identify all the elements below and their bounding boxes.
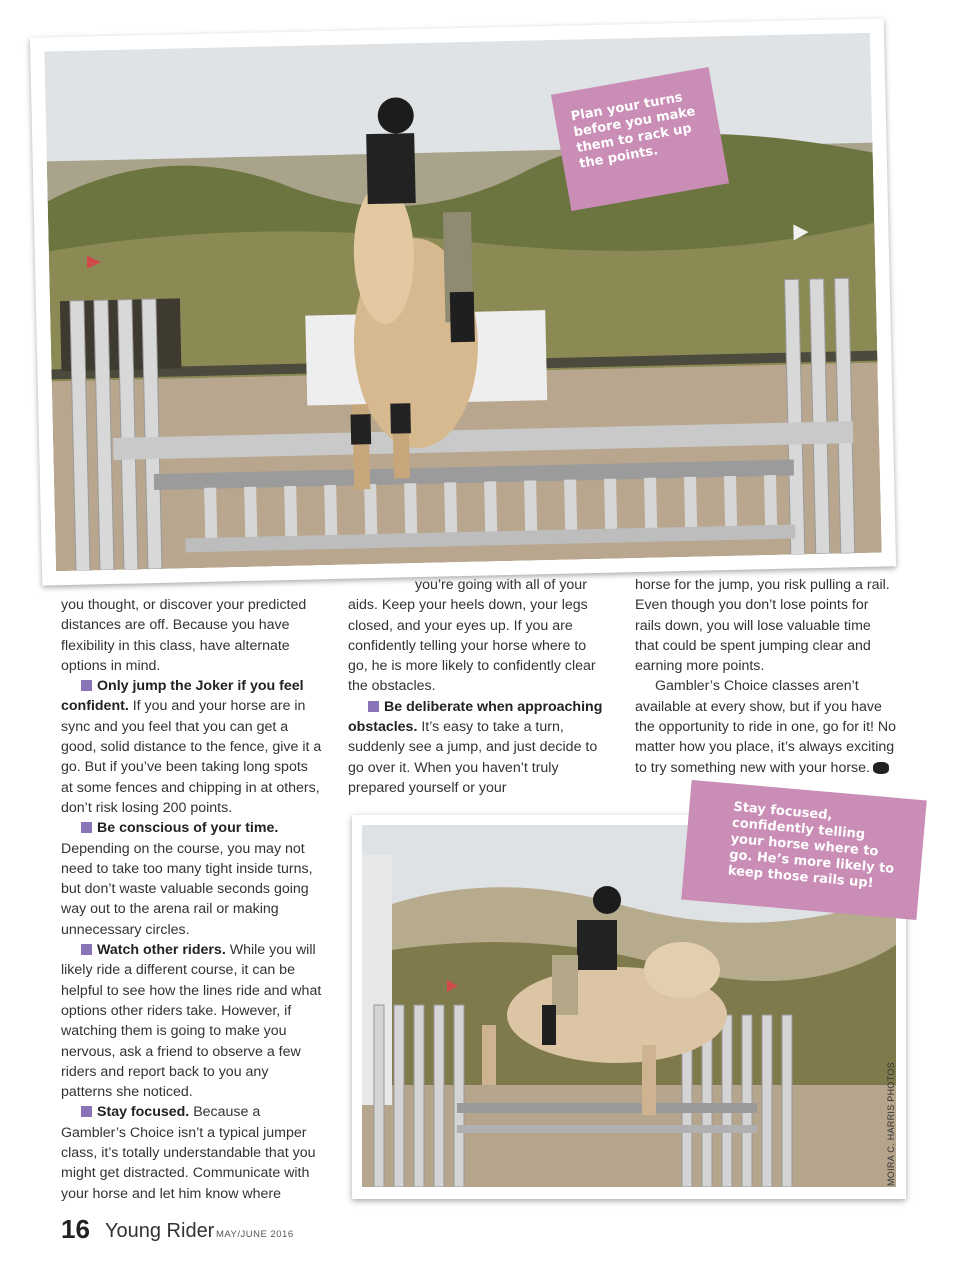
tip-focus <box>61 1102 323 1203</box>
bullet-square-icon <box>368 701 379 712</box>
tip-watch-riders <box>61 940 323 1102</box>
bottom-photo-caption: Stay focused, confidently telling your horse where to go. He’s more likely to keep those rails up! <box>681 780 927 920</box>
article-column-2 <box>348 575 608 798</box>
top-photo-illustration <box>44 33 882 572</box>
page-number: 16 <box>61 1214 90 1244</box>
tip-deliberate <box>348 697 608 798</box>
col1-paragraph: you thought, or discover your predicted distances are off. Because you have flexibility in this class, have alternate options in mind. <box>61 597 307 674</box>
col3-closing-paragraph <box>635 676 906 777</box>
tip-body: It’s easy to take a turn, suddenly see a jump, and just decide to go over it. When you haven’t truly prepared yourself or your <box>348 719 598 796</box>
tip-body: If you and your horse are in sync and you feel that you can get a good, solid distance to the fence, give it a go. But if you’ve been taking long spots at some fences and chipping in at others, don’t risk losing 200 points. <box>61 698 322 816</box>
bullet-square-icon <box>81 1106 92 1117</box>
photo-credit: MOIRA C. HARRIS PHOTOS <box>886 1062 896 1186</box>
tip-time <box>61 818 323 940</box>
bullet-square-icon <box>81 822 92 833</box>
tip-heading: Be deliberate when approaching obstacles. <box>348 698 603 736</box>
top-photo <box>30 18 896 585</box>
col2-paragraph: aids. Keep your heels down, your legs closed, and your eyes up. If you are confidently telling your horse where to go, he is more likely to confidently clear the obstacles. <box>348 597 596 695</box>
article-column-1 <box>61 595 323 1204</box>
tip-body: Depending on the course, you may not need to take too many tight inside turns, but don’t waste valuable seconds going way out to the arena rail or making unnecessary circles. <box>61 840 313 938</box>
end-mark-icon: YR <box>873 762 889 774</box>
article-column-3 <box>635 575 906 778</box>
issue-date: MAY/JUNE 2016 <box>216 1229 294 1240</box>
col3-paragraph: horse for the jump, you risk pulling a rail. Even though you don’t lose points for rails down, you will lose valuable time that could be spent jumping clear and earning more points. <box>635 577 890 675</box>
tip-body: Because a Gambler’s Choice isn’t a typical jumper class, it’s totally understandable that you might get distracted. Communicate with your horse and let him know where <box>61 1104 316 1202</box>
tip-heading: Only jump the Joker if you feel confident. <box>61 678 304 715</box>
tip-heading: Be conscious of your time. <box>97 820 279 837</box>
tip-heading: Stay focused. <box>97 1104 190 1121</box>
top-photo-scene <box>44 33 882 572</box>
closing-text: Gambler’s Choice classes aren’t available at every show, but if you have the opportunity to ride in one, go for it! No matter how you place, it’s always exciting to try something new with your horse. <box>635 678 897 776</box>
tip-joker <box>61 676 323 818</box>
bullet-square-icon <box>81 680 92 691</box>
magazine-name: Young Rider <box>105 1220 215 1242</box>
tip-heading: Watch other riders. <box>97 942 226 959</box>
tip-body: While you will likely ride a different course, it can be helpful to see how the lines ride and what options other riders take. However, if watching them is going to make you nervous, ask a friend to observe a few riders and report back to you any patterns she noticed. <box>61 942 322 1101</box>
col2-first-line: you’re going with all of your <box>415 577 587 593</box>
top-photo-caption: Plan your turns before you make them to rack up the points. <box>551 67 729 211</box>
bullet-square-icon <box>81 944 92 955</box>
